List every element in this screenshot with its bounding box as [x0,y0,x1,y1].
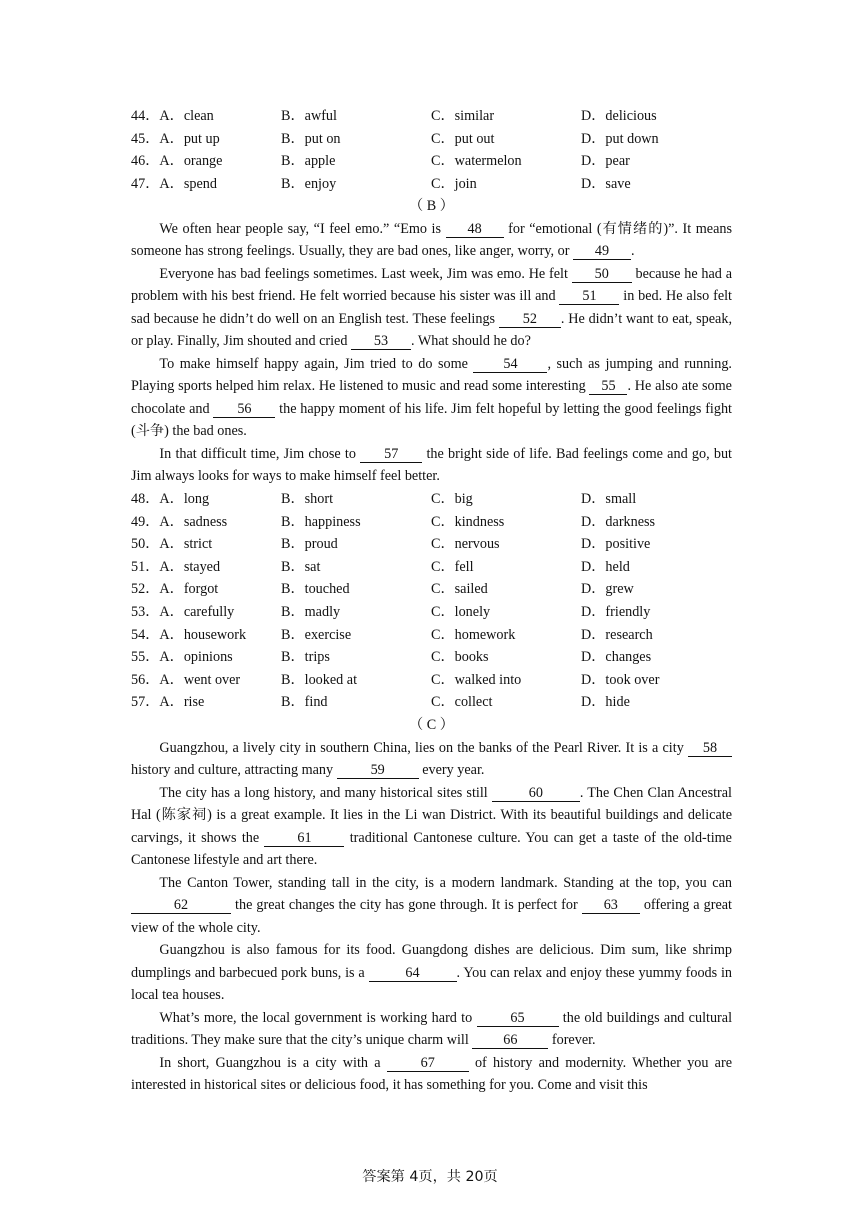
answer-blank: 54 [473,356,547,373]
option-c: C．fell [431,558,474,575]
paragraph: To make himself happy again, Jim tried to do some 54 , such as jumping and running. Playing sports helped him relax. He listened to music and read some interesting 55 . He also ate some chocolate and 56 the happy moment of his life. Jim felt hopeful by letting the good feelings fight (斗争) the bad ones. [131,355,732,440]
option-row-54 [131,624,732,647]
option-d: D．delicious [581,108,657,124]
option-c: C．similar [431,108,495,124]
answer-blank: 59 [337,762,419,779]
option-a: 44．A．clean [131,108,214,124]
option-a: 54．A．housework [131,626,247,643]
answer-blank: 67 [387,1055,469,1072]
option-c: C．nervous [431,536,500,553]
paragraph: The Canton Tower, standing tall in the city, is a modern landmark. Standing at the top, you can 62 the great changes the city has gone through. It is perfect for 63 offering a great view of the whole city. [131,874,732,936]
answer-blank: 66 [472,1032,548,1049]
option-b: B．happiness [281,513,361,530]
option-c: C．watermelon [431,153,522,170]
option-b: B．touched [281,581,350,598]
option-a: 56．A．went over [131,671,241,688]
option-d: D．save [581,175,631,192]
answer-blank: 60 [492,785,580,802]
option-a: 47．A．spend [131,175,217,192]
options-group-44-47 [131,105,732,195]
option-row-50 [131,533,732,556]
option-row-48 [131,488,732,511]
page-footer: 答案第 4页，共 20页 [362,1169,498,1185]
answer-blank: 51 [559,288,619,305]
answer-blank: 58 [688,740,732,757]
option-a: 52．A．forgot [131,581,219,598]
option-c: C．homework [431,626,516,643]
answer-blank: 50 [572,266,632,283]
section-c-heading: （ C ） [409,716,454,733]
option-row-44 [131,105,732,128]
option-b: B．short [281,490,334,507]
option-d: D．positive [581,536,651,553]
option-b: B．madly [281,603,341,620]
option-d: D．pear [581,153,630,170]
answer-blank: 61 [264,830,344,847]
option-c: C．join [431,175,477,192]
section-b-heading: （ B ） [409,198,454,215]
answer-blank: 56 [213,401,275,418]
option-c: C．kindness [431,513,505,530]
paragraph: What’s more, the local government is working hard to 65 the old buildings and cultural traditions. They make sure that the city’s unique charm will 66 forever. [131,1009,733,1048]
answer-blank: 64 [369,965,457,982]
option-d: D．friendly [581,603,651,620]
option-b: B．sat [281,558,321,575]
option-a: 53．A．carefully [131,603,235,620]
option-b: B．awful [281,108,337,124]
option-a: 51．A．stayed [131,558,221,575]
option-row-49 [131,511,732,534]
paragraph: In short, Guangzhou is a city with a 67 of history and modernity. Whether you are interested in historical sites or delicious food, it has something for you. Come and visit this [131,1054,732,1093]
option-b: B．enjoy [281,175,337,192]
answer-blank: 62 [131,897,231,914]
option-d: D．put down [581,130,659,147]
option-a: 48．A．long [131,490,210,507]
option-d: D．research [581,626,653,643]
option-row-53 [131,601,732,624]
option-row-51 [131,556,732,579]
paragraph: Guangzhou, a lively city in southern China, lies on the banks of the Pearl River. It is a city 58 history and culture, attracting many 59 every year. [131,737,732,782]
option-b: B．looked at [281,671,358,688]
option-row-46 [131,150,732,173]
option-d: D．took over [581,671,660,688]
option-d: D．small [581,490,637,507]
option-c: C．sailed [431,581,488,598]
paragraph: We often hear people say, “I feel emo.” “Emo is 48 for “emotional (有情绪的)”. It means someone has strong feelings. Usually, they are bad ones, like anger, worry, or 49 . [131,220,733,260]
option-b: B．exercise [281,626,352,643]
option-row-56 [131,669,732,692]
answer-blank: 63 [582,897,640,914]
options-group-48-57 [131,488,732,714]
passage-c [131,737,732,1097]
option-c: C．walked into [431,671,522,688]
option-d: D．grew [581,581,634,598]
option-a: 46．A．orange [131,153,223,170]
option-a: 55．A．opinions [131,649,233,666]
option-b: B．apple [281,153,336,170]
answer-blank: 49 [573,243,631,260]
option-c: C．big [431,490,473,507]
answer-blank: 57 [360,446,422,463]
option-d: D．changes [581,649,652,666]
option-row-55 [131,646,732,669]
option-a: 57．A．rise [131,694,205,711]
answer-blank: 55 [589,378,627,395]
option-d: D．held [581,558,630,575]
answer-blank: 48 [446,221,504,238]
option-row-47 [131,173,732,196]
option-a: 50．A．strict [131,536,213,553]
paragraph: The city has a long history, and many historical sites still 60 . The Chen Clan Ancestral Hal (陈家祠) is a great example. It lies in the Li wan District. With its beautiful buildings and delicate carvings, it shows the 61 traditional Cantonese culture. You can get a taste of the old-time Cantonese lifestyle and art there. [131,784,732,868]
option-row-52 [131,578,732,601]
option-row-45 [131,128,732,151]
paragraph: In that difficult time, Jim chose to 57 the bright side of life. Bad feelings come and go, but Jim always looks for ways to make himself feel better. [131,445,733,485]
option-c: C．collect [431,694,493,711]
answer-blank: 65 [477,1010,559,1027]
paragraph: Everyone has bad feelings sometimes. Last week, Jim was emo. He felt 50 because he had a problem with his best friend. He felt worried because his sister was ill and 51 in bed. He also felt sad because he didn’t do well on an English test. These feelings 52 . He didn’t want to eat, speak, or play. Finally, Jim shouted and cried 53 . What should he do? [131,265,733,350]
option-c: C．put out [431,130,495,147]
answer-blank: 52 [499,311,561,328]
option-b: B．proud [281,536,338,553]
option-d: D．hide [581,694,630,711]
option-row-57 [131,691,732,714]
option-b: B．find [281,694,328,711]
option-b: B．trips [281,649,330,666]
option-c: C．books [431,649,489,666]
option-c: C．lonely [431,603,491,620]
option-a: 49．A．sadness [131,513,228,530]
answer-blank: 53 [351,333,411,350]
option-d: D．darkness [581,513,656,530]
passage-b [131,218,732,488]
option-a: 45．A．put up [131,130,220,147]
page-content [131,105,732,1097]
paragraph: Guangzhou is also famous for its food. Guangdong dishes are delicious. Dim sum, like shrimp dumplings and barbecued pork buns, is a 64 . You can relax and enjoy these yummy foods in local tea houses. [131,942,732,1003]
option-b: B．put on [281,130,341,147]
